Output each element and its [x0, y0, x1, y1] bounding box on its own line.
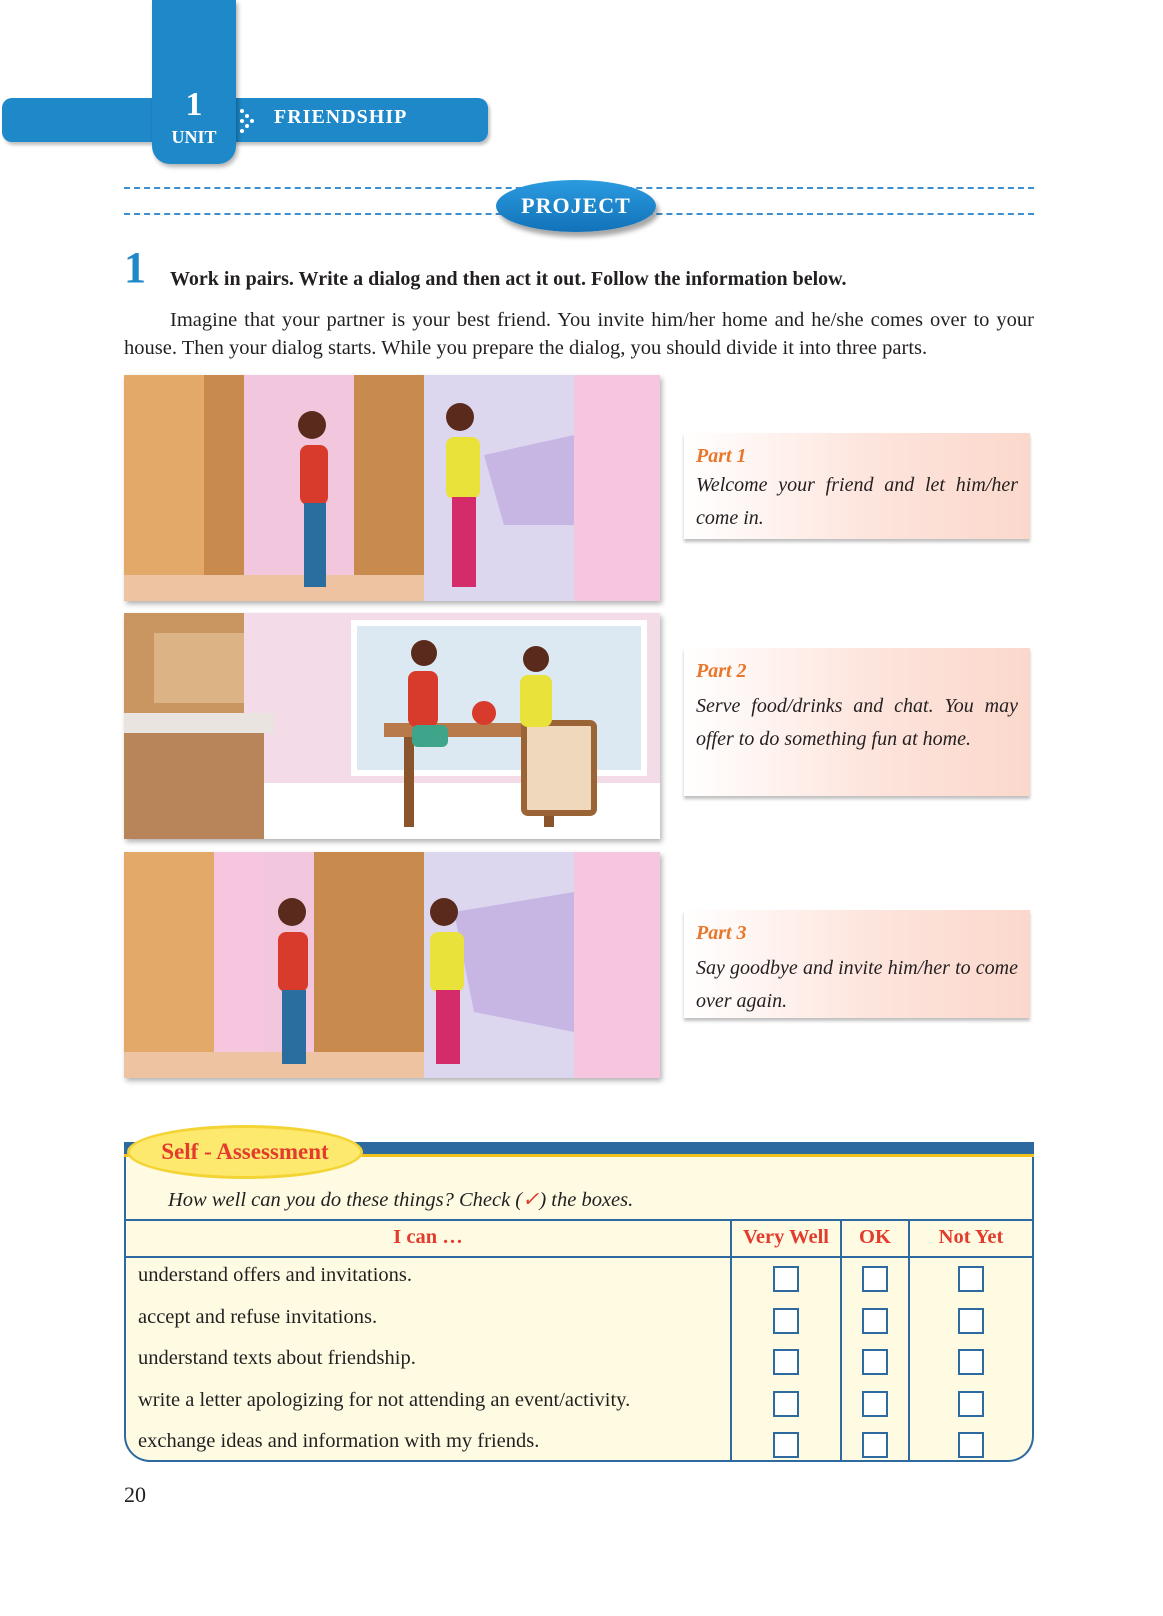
checkbox-very-well[interactable]: [773, 1266, 799, 1292]
checkbox-ok[interactable]: [862, 1308, 888, 1334]
part-text: Serve food/drinks and chat. You may offer to do something fun at home.: [696, 695, 1018, 750]
illustration-kitchen: [124, 613, 660, 839]
checkbox-not-yet[interactable]: [958, 1308, 984, 1334]
column-header-i-can: I can …: [393, 1226, 463, 1248]
part-text: Say goodbye and invite him/her to come over again.: [696, 957, 1018, 1012]
checkbox-very-well[interactable]: [773, 1391, 799, 1417]
illustration-goodbye: [124, 852, 660, 1078]
checkbox-not-yet[interactable]: [958, 1432, 984, 1458]
table-row: write a letter apologizing for not attending an event/activity.: [138, 1389, 631, 1411]
checkbox-ok[interactable]: [862, 1266, 888, 1292]
checkbox-not-yet[interactable]: [958, 1349, 984, 1375]
unit-label: UNIT: [171, 127, 217, 147]
exercise-instruction: Work in pairs. Write a dialog and then act it out. Follow the information below.: [170, 268, 847, 290]
table-header-top-line: [124, 1219, 1034, 1221]
part-title: Part 2: [696, 660, 747, 682]
checkbox-ok[interactable]: [862, 1391, 888, 1417]
part-title: Part 1: [696, 445, 747, 467]
column-header-ok: OK: [859, 1226, 891, 1248]
table-header-bottom-line: [124, 1256, 1034, 1258]
self-assessment-prompt: How well can you do these things? Check (✓) the boxes.: [168, 1189, 634, 1211]
table-row: exchange ideas and information with my friends.: [138, 1430, 540, 1452]
part-card-1: [684, 433, 1030, 539]
exercise-text: Imagine that your partner is your best friend. You invite him/her home and he/she comes over to your house. Then your dialog starts. While you prepare the dialog, you should divide it into three parts.: [124, 309, 1034, 359]
checkbox-very-well[interactable]: [773, 1349, 799, 1375]
unit-tab: [152, 0, 236, 164]
checkbox-very-well[interactable]: [773, 1432, 799, 1458]
part-card-2: [684, 648, 1030, 796]
illustration-welcome: [124, 375, 660, 601]
table-column-divider: [730, 1219, 732, 1462]
checkbox-not-yet[interactable]: [958, 1266, 984, 1292]
checkbox-ok[interactable]: [862, 1432, 888, 1458]
checkbox-not-yet[interactable]: [958, 1391, 984, 1417]
checkbox-ok[interactable]: [862, 1349, 888, 1375]
column-header-not-yet: Not Yet: [938, 1226, 1004, 1248]
table-column-divider: [908, 1219, 910, 1462]
self-assessment-title: Self - Assessment: [130, 1128, 360, 1176]
column-header-very-well: Very Well: [743, 1226, 829, 1248]
table-column-divider: [840, 1219, 842, 1462]
table-row: understand texts about friendship.: [138, 1347, 416, 1369]
part-text: Welcome your friend and let him/her come in.: [696, 474, 1018, 529]
check-mark-icon: ✓: [522, 1189, 540, 1211]
table-row: understand offers and invitations.: [138, 1264, 413, 1286]
table-row: accept and refuse invitations.: [138, 1306, 378, 1328]
checkbox-very-well[interactable]: [773, 1308, 799, 1334]
part-title: Part 3: [696, 922, 747, 944]
unit-title: FRIENDSHIP: [274, 106, 408, 128]
project-banner: PROJECT: [496, 180, 656, 232]
exercise-number: 1: [124, 243, 146, 292]
page-number: 20: [124, 1482, 146, 1507]
part-card-3: [684, 910, 1030, 1018]
unit-number: 1: [185, 86, 203, 123]
dots-arrow-icon: [238, 108, 258, 134]
